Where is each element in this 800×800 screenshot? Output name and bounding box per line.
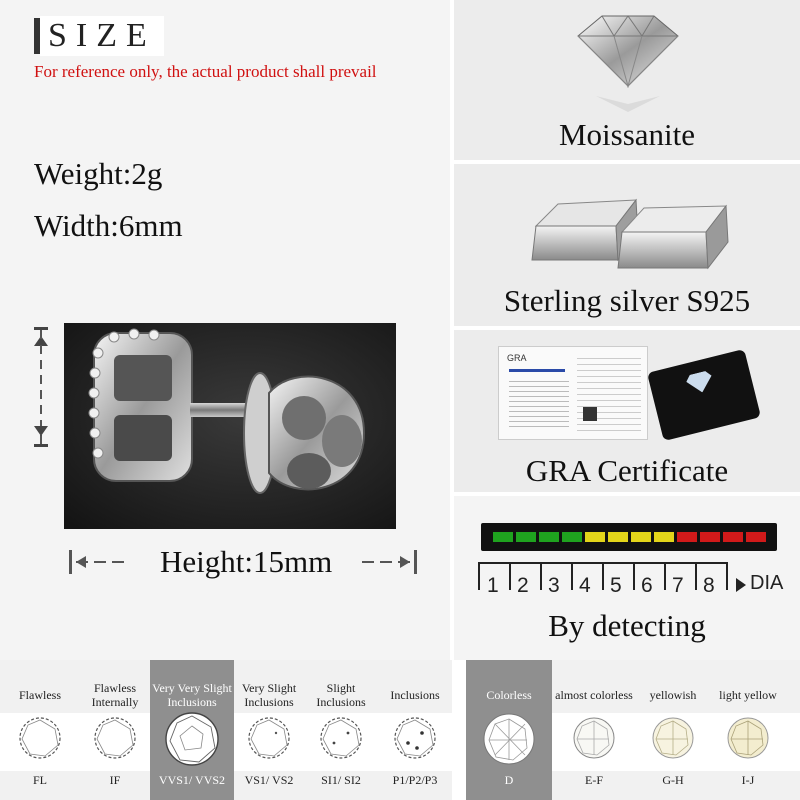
feature-label: Sterling silver S925 xyxy=(503,283,751,318)
feature-label: GRA Certificate xyxy=(525,453,729,488)
meter-segment xyxy=(608,532,628,542)
clarity-grade-vs xyxy=(234,660,304,800)
scale-tick xyxy=(602,562,604,590)
yellowish-diamond-icon xyxy=(650,715,696,761)
clarity-grade-if xyxy=(80,660,150,800)
color-name: yellowish xyxy=(649,688,697,703)
width-spec: Width:6mm xyxy=(34,208,183,243)
certificate-line xyxy=(509,369,565,372)
certificate-card xyxy=(647,349,761,441)
clarity-code: SI1/ SI2 xyxy=(321,773,361,787)
diamond-outline-icon xyxy=(92,715,138,761)
certificate-text-block xyxy=(509,377,569,431)
color-name: light yellow xyxy=(719,688,777,703)
meter-segment xyxy=(677,532,697,542)
meter-segment xyxy=(654,532,674,542)
scale-tick xyxy=(664,562,666,590)
arrow-right-icon xyxy=(400,556,410,568)
diamond-outline-icon xyxy=(318,715,364,761)
diamond-outline-icon xyxy=(246,715,292,761)
clarity-code: IF xyxy=(109,773,121,787)
clarity-name: Very Very Slight Inclusions xyxy=(152,681,232,709)
scale-number: 7 xyxy=(672,574,684,597)
colorless-diamond-icon xyxy=(480,710,538,768)
color-code: I-J xyxy=(741,773,755,787)
reference-note: For reference only, the actual product shall prevail xyxy=(34,62,377,81)
clarity-name: Inclusions xyxy=(390,688,440,703)
diamond-outline-icon xyxy=(163,710,221,768)
certificate-document xyxy=(498,346,648,440)
dimension-cap-right xyxy=(414,550,417,574)
clarity-name: Very Slight Inclusions xyxy=(241,681,297,709)
height-spec: Height:15mm xyxy=(160,544,333,579)
size-title: SIZE xyxy=(40,16,164,56)
scale-tick xyxy=(509,562,511,590)
scale-number: 8 xyxy=(703,574,715,597)
color-grade-ij xyxy=(710,660,786,800)
clarity-name: Slight Inclusions xyxy=(316,681,366,709)
play-triangle-icon xyxy=(736,578,746,592)
diamond-icon xyxy=(566,8,690,123)
meter-segment xyxy=(539,532,559,542)
scale-number: 6 xyxy=(641,574,653,597)
meter-segment xyxy=(723,532,743,542)
color-code: E-F xyxy=(585,773,603,787)
strip-divider xyxy=(452,660,466,800)
color-code: D xyxy=(504,773,514,787)
dimension-cap-left xyxy=(69,550,72,574)
scale-tick xyxy=(633,562,635,590)
scale-tick xyxy=(726,562,728,590)
meter-segment xyxy=(562,532,582,542)
diamond-outline-icon xyxy=(392,715,438,761)
clarity-grade-p xyxy=(378,660,452,800)
meter-segment xyxy=(516,532,536,542)
clarity-name: Flawless xyxy=(19,688,61,703)
detector-meter-icon xyxy=(481,523,777,551)
color-grade-ef xyxy=(552,660,636,800)
feature-label: By detecting xyxy=(548,608,706,643)
meter-segment xyxy=(493,532,513,542)
scale-number: 5 xyxy=(610,574,622,597)
meter-segment xyxy=(746,532,766,542)
clarity-code: VS1/ VS2 xyxy=(244,773,294,787)
feature-label: Moissanite xyxy=(558,117,696,152)
qr-code-icon xyxy=(583,407,597,421)
scale-tick xyxy=(478,562,480,590)
clarity-name: Flawless Internally xyxy=(91,681,139,709)
meter-segment xyxy=(700,532,720,542)
weight-spec: Weight:2g xyxy=(34,156,163,191)
scale-tick xyxy=(695,562,697,590)
clarity-grade-si xyxy=(304,660,378,800)
dimension-cap-bottom xyxy=(34,444,48,447)
detector-scale xyxy=(472,562,732,602)
color-name: Colorless xyxy=(486,688,532,703)
clarity-grade-fl xyxy=(0,660,80,800)
scale-label: DIA xyxy=(750,572,784,594)
scale-number: 2 xyxy=(517,574,529,597)
scale-tick xyxy=(571,562,573,590)
feature-moissanite xyxy=(454,0,800,160)
earring-photo xyxy=(64,323,396,529)
diamond-outline-icon xyxy=(17,715,63,761)
clarity-code: FL xyxy=(32,773,47,787)
clarity-code: VVS1/ VVS2 xyxy=(158,773,226,787)
certificate-details-block xyxy=(577,353,641,433)
scale-tick xyxy=(540,562,542,590)
scale-number: 3 xyxy=(548,574,560,597)
color-code: G-H xyxy=(662,773,684,787)
card-diamond-icon xyxy=(685,370,715,396)
color-name: almost colorless xyxy=(555,688,633,703)
near-colorless-diamond-icon xyxy=(571,715,617,761)
feature-certificate xyxy=(454,330,800,492)
meter-segment xyxy=(631,532,651,542)
meter-segment xyxy=(585,532,605,542)
scale-number: 1 xyxy=(487,574,499,597)
color-grade-d xyxy=(466,660,552,800)
clarity-code: P1/P2/P3 xyxy=(392,773,438,787)
feature-silver xyxy=(454,164,800,326)
clarity-grade-vvs xyxy=(150,660,234,800)
scale-number: 4 xyxy=(579,574,591,597)
certificate-logo: GRA xyxy=(507,353,527,363)
arrow-down-icon xyxy=(34,426,48,436)
color-grade-gh xyxy=(636,660,710,800)
light-yellow-diamond-icon xyxy=(725,715,771,761)
dimension-line-left xyxy=(76,561,124,563)
silver-bars-icon xyxy=(526,186,736,277)
